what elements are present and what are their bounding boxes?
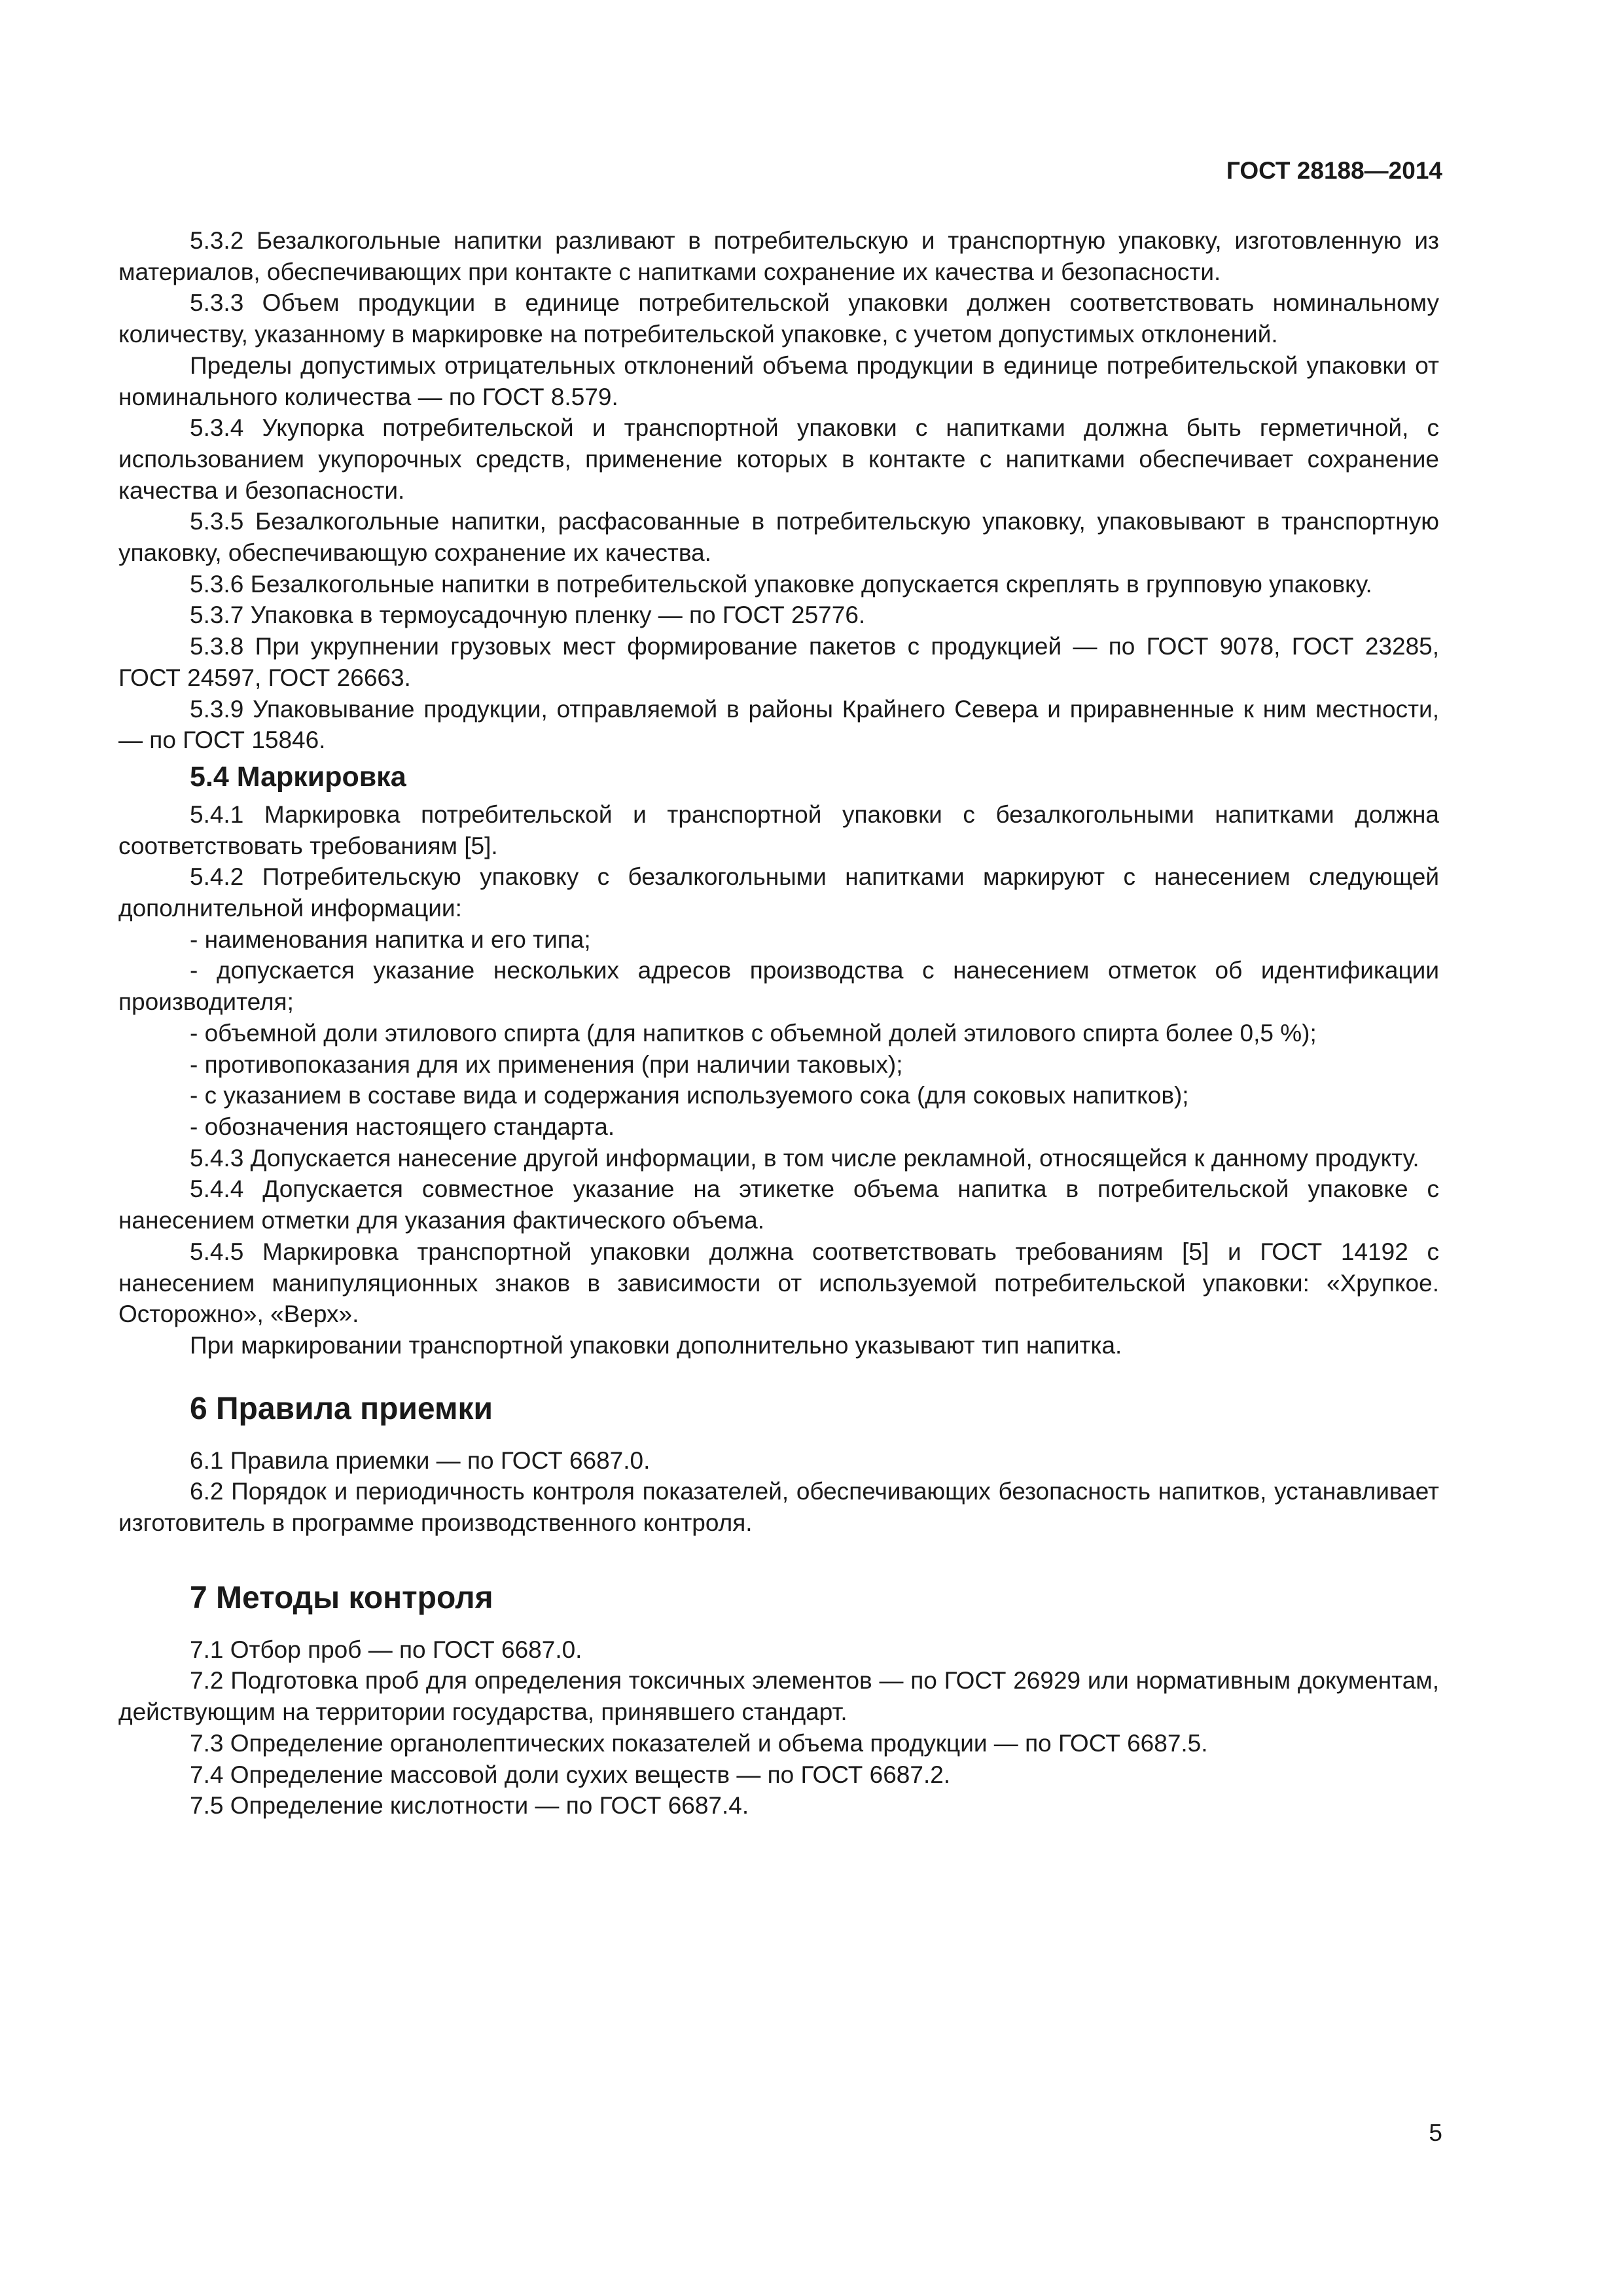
subsection-title-5-4: 5.4 Маркировка (190, 761, 406, 793)
list-item: - с указанием в составе вида и содержания используемого сока (для соковых напитков); (190, 1082, 1189, 1109)
list-item: - допускается указание нескольких адресов производства с нанесением отметок об идентификации производителя; (118, 957, 1439, 1016)
clause-5-4-5-note: При маркировании транспортной упаковки дополнительно указывают тип напитка. (190, 1331, 1122, 1359)
clause-5-4-3: 5.4.3 Допускается нанесение другой информации, в том числе рекламной, относящейся к данному продукту. (190, 1144, 1419, 1172)
clause-6-1: 6.1 Правила приемки — по ГОСТ 6687.0. (190, 1446, 651, 1474)
clause-7-1: 7.1 Отбор проб — по ГОСТ 6687.0. (190, 1636, 582, 1663)
section-title-7: 7 Методы контроля (190, 1580, 493, 1615)
clause-7-2: 7.2 Подготовка проб для определения токсичных элементов — по ГОСТ 26929 или нормативным документам, действующим на территории государства, принявшего стандарт. (118, 1667, 1439, 1726)
list-item: - обозначения настоящего стандарта. (190, 1113, 615, 1140)
list-item: - объемной доли этилового спирта (для напитков с объемной долей этилового спирта более 0,5 %); (190, 1019, 1317, 1047)
clause-5-4-2: 5.4.2 Потребительскую упаковку с безалкогольными напитками маркируют с нанесением следующей дополнительной информации: (118, 863, 1439, 922)
clause-5-4-4: 5.4.4 Допускается совместное указание на этикетке объема напитка в потребительской упаковке с нанесением отметки для указания фактического объема. (118, 1175, 1439, 1234)
clause-5-4-1: 5.4.1 Маркировка потребительской и транспортной упаковки с безалкогольными напитками должна соответствовать требованиям [5]. (118, 800, 1439, 859)
document-body (118, 225, 1439, 1821)
list-item: - наименования напитка и его типа; (190, 925, 591, 953)
clause-7-4: 7.4 Определение массовой доли сухих веществ — по ГОСТ 6687.2. (190, 1761, 951, 1788)
clause-5-4-5: 5.4.5 Маркировка транспортной упаковки должна соответствовать требованиям [5] и ГОСТ 14192 с нанесением манипуляционных знаков в зависимости от используемой потребительской упаковки: «Хрупкое. Осторожно», «Верх». (118, 1238, 1439, 1328)
clause-5-3-4: 5.3.4 Укупорка потребительской и транспортной упаковки с напитками должна быть герметичной, с использованием укупорочных средств, применение которых в контакте с напитками обеспечивает сохранение качества и безопасности. (118, 414, 1439, 504)
clause-5-3-9: 5.3.9 Упаковывание продукции, отправляемой в районы Крайнего Севера и приравненные к ним местности, — по ГОСТ 15846. (118, 695, 1439, 754)
clause-7-3: 7.3 Определение органолептических показателей и объема продукции — по ГОСТ 6687.5. (190, 1729, 1208, 1757)
clause-5-3-3-note: Пределы допустимых отрицательных отклонений объема продукции в единице потребительской упаковки от номинального количества — по ГОСТ 8.579. (118, 351, 1439, 410)
clause-5-3-8: 5.3.8 При укрупнении грузовых мест формирование пакетов с продукцией — по ГОСТ 9078, ГОСТ 23285, ГОСТ 24597, ГОСТ 26663. (118, 633, 1439, 691)
clause-5-3-6: 5.3.6 Безалкогольные напитки в потребительской упаковке допускается скреплять в групповую упаковку. (190, 570, 1372, 598)
clause-5-3-7: 5.3.7 Упаковка в термоусадочную пленку — по ГОСТ 25776. (190, 601, 866, 629)
page-number: 5 (1429, 2119, 1442, 2146)
clause-7-5: 7.5 Определение кислотности — по ГОСТ 6687.4. (190, 1792, 749, 1820)
document-code: ГОСТ 28188—2014 (1226, 157, 1442, 184)
clause-6-2: 6.2 Порядок и периодичность контроля показателей, обеспечивающих безопасность напитков, устанавливает изготовитель в программе производственного контроля. (118, 1478, 1439, 1537)
clause-5-3-3: 5.3.3 Объем продукции в единице потребительской упаковки должен соответствовать номинальному количеству, указанному в маркировке на потребительской упаковке, с учетом допустимых отклонений. (118, 289, 1439, 348)
clause-5-3-2: 5.3.2 Безалкогольные напитки разливают в потребительскую и транспортную упаковку, изготовленную из материалов, обеспечивающих при контакте с напитками сохранение их качества и безопасности. (118, 227, 1439, 285)
clause-5-3-5: 5.3.5 Безалкогольные напитки, расфасованные в потребительскую упаковку, упаковывают в транспортную упаковку, обеспечивающую сохранение их качества. (118, 508, 1439, 567)
list-item: - противопоказания для их применения (при наличии таковых); (190, 1050, 903, 1078)
section-title-6: 6 Правила приемки (190, 1391, 493, 1426)
